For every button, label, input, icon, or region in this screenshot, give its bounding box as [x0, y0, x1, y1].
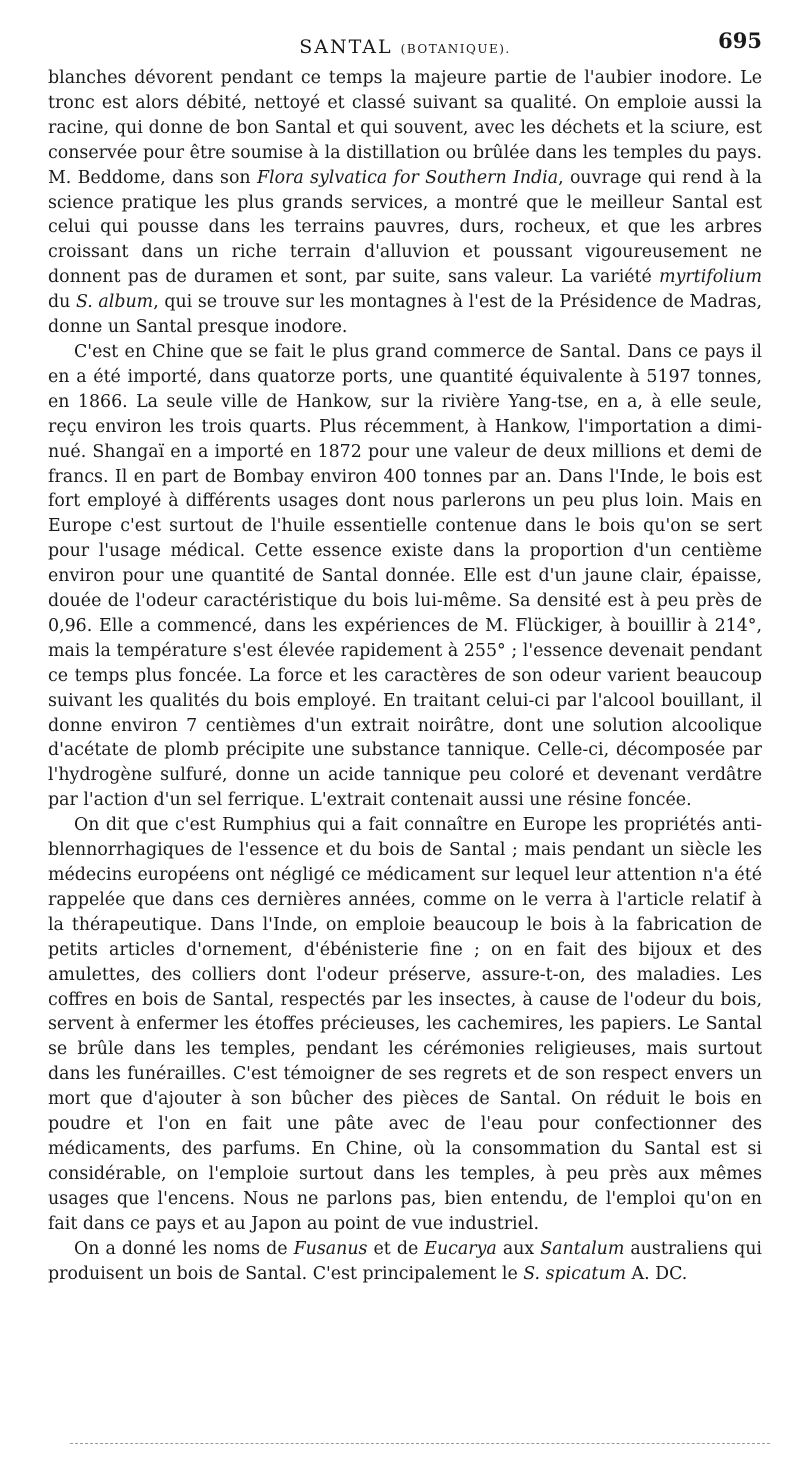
text-run: et de [367, 1238, 425, 1259]
paragraph [48, 1237, 762, 1287]
paragraph [48, 340, 762, 813]
text-run: , qui se trouve sur les montagnes à l'est de la Présidence de Madras, donne un Santal presque inodore. [48, 292, 762, 338]
italic-text: Eucarya [424, 1238, 497, 1259]
text-run: blanches dévorent pendant ce temps la majeure partie de l'aubier inodore. Le tronc est alors débité, nettoyé et classé suivant sa qualité. On emploie aussi la racine, qui donne de bon Santal et qui souvent, avec les déchets et la sciure, est conservée pour être soumise à la distillation ou brûlée dans les temples du pays. M. Beddome, dans son [48, 68, 762, 188]
italic-text: S. album [75, 292, 154, 313]
italic-text: Fusanus [293, 1238, 368, 1259]
text-run: On dit que c'est Rumphius qui a fait connaître en Europe les propriétés antiblennorrhagiques de l'essence et du bois de Santal ; mais pendant un siècle les médecins européens ont négligé ce médicament sur lequel leur attention n'a été rappelée que dans ces dernières années, comme on le verra à l'article relatif à la thérapeutique. Dans l'Inde, on emploie beaucoup le bois à la fabrication de petits articles d'ornement, d'ébénisterie fine ; on en fait des bijoux et des amulettes, des colliers dont l'odeur préserve, assure-t-on, des maladies. Les coffres en bois de Santal, respectés par les insectes, à cause de l'odeur du bois, servent à enfermer les étoffes précieuses, les cachemires, les papiers. Le Santal se brûle dans les temples, pendant les cérémonies religieuses, mais surtout dans les funérailles. C'est témoigner de ses regrets et de son respect envers un mort que d'ajouter à son bûcher des pièces de Santal. On réduit le bois en poudre et l'on en fait une pâte avec de l'eau pour confectionner des médicaments, des parfums. En Chine, où la consommation du Santal est si considérable, on l'emploie surtout dans les temples, à peu près aux mêmes usages que l'encens. Nous ne parlons pas, bien entendu, de l'emploi qu'on en fait dans ce pays et au Japon au point de vue industriel. [48, 815, 762, 1234]
page-header [48, 28, 762, 66]
bottom-rule [70, 1443, 770, 1444]
paragraph [48, 813, 762, 1236]
page-number: 695 [718, 28, 762, 53]
running-title [48, 36, 762, 58]
italic-text: myrtifolium [659, 267, 762, 288]
text-run: australiens qui produisent un bois de Santal. C'est principalement le [48, 1238, 762, 1284]
running-title-subtitle: (BOTANIQUE). [400, 42, 511, 56]
text-run: C'est en Chine que se fait le plus grand commerce de Santal. Dans ce pays il en a été importé, dans quatorze ports, une quantité équivalente à 5197 tonnes, en 1866. La seule ville de Hankow, sur la rivière Yang-tse, en a, à elle seule, reçu environ les trois quarts. Plus récemment, à Hankow, l'importation a diminué. Shangaï en a importé en 1872 pour une valeur de deux millions et demi de francs. Il en part de Bombay environ 400 tonnes par an. Dans l'Inde, le bois est fort employé à différents usages dont nous parlerons un peu plus loin. Mais en Europe c'est surtout de l'huile essentielle contenue dans le bois qu'on se sert pour l'usage médical. Cette essence existe dans la proportion d'un centième environ pour une quantité de Santal donnée. Elle est d'un jaune clair, épaisse, douée de l'odeur caractéristique du bois lui-même. Sa densité est à peu près de 0,96. Elle a commencé, dans les expériences de M. Flückiger, à bouillir à 214°, mais la température s'est élevée rapidement à 255° ; l'essence devenait pendant ce temps plus foncée. La force et les caractères de son odeur varient beaucoup suivant les qualités du bois employé. En traitant celui-ci par l'alcool bouillant, il donne environ 7 centièmes d'un extrait noirâtre, dont une solution alcoolique d'acétate de plomb précipite une substance tannique. Celle-ci, décomposée par l'hydrogène sulfuré, donne un acide tannique peu coloré et devenant verdâtre par l'action d'un sel ferrique. L'extrait contenait aussi une résine foncée. [48, 341, 762, 811]
italic-text: Santalum [540, 1238, 625, 1259]
text-run: , ouvrage qui rend à la science pratique les plus grands services, a montré que le meilleur Santal est celui qui pousse dans les terrains pauvres, durs, rocheux, et que les arbres croissant dans un riche terrain d'alluvion et poussant vigoureusement ne donnent pas de duramen et sont, par suite, sans valeur. La variété [48, 167, 762, 288]
body-text [48, 66, 762, 1286]
italic-text: Flora sylvatica for Southern India [256, 167, 559, 188]
paragraph [48, 66, 762, 340]
running-title-main: SANTAL [299, 36, 393, 58]
text-run: A. DC. [626, 1263, 688, 1284]
italic-text: S. spicatum [523, 1263, 627, 1284]
text-run: du [48, 292, 76, 313]
book-page [48, 28, 762, 1286]
text-run: On a donné les noms de [74, 1238, 294, 1259]
text-run: aux [496, 1238, 541, 1259]
